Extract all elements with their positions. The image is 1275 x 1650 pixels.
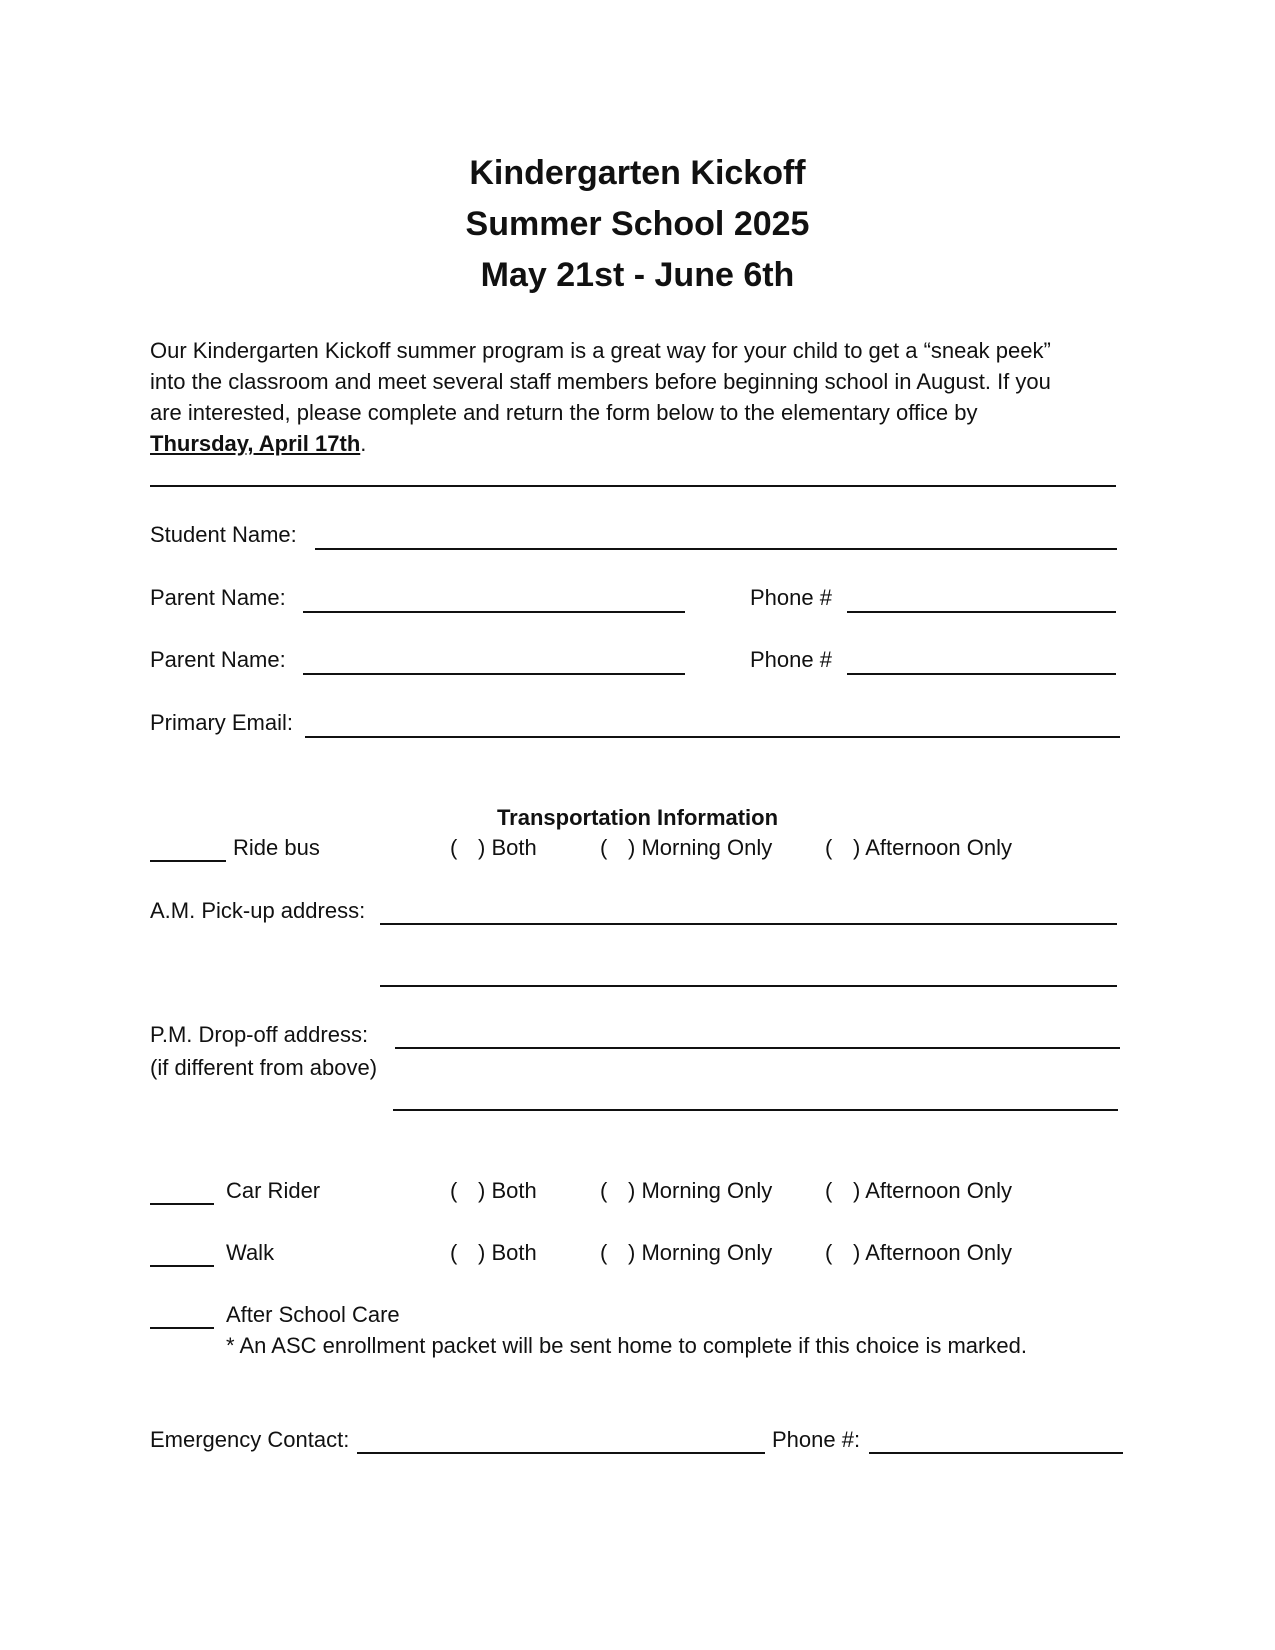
ride-bus-afternoon-option[interactable]: ) Afternoon Only [853,835,1012,860]
car-rider-afternoon-option[interactable]: ) Afternoon Only [853,1178,1012,1203]
phone-field-2[interactable] [847,673,1116,675]
separator-rule [150,485,1116,487]
emergency-contact-label: Emergency Contact: [150,1427,350,1452]
after-school-note: * An ASC enrollment packet will be sent home to complete if this choice is marked. [226,1333,1027,1358]
pm-dropoff-field-2[interactable] [393,1109,1118,1111]
walk-afternoon-open[interactable]: ( [825,1240,833,1265]
primary-email-label: Primary Email: [150,710,294,735]
intro-line-4 [150,428,1110,459]
deadline-date: Thursday, April 17th [150,431,361,456]
parent-name-label-1: Parent Name: [150,585,286,610]
walk-morning-open[interactable]: ( [600,1240,608,1265]
intro-paragraph [150,335,1110,459]
walk-both-option[interactable]: ) Both [478,1240,537,1265]
title-line-1: Kindergarten Kickoff [469,154,806,192]
phone-label-1: Phone # [750,585,832,610]
car-rider-both-option[interactable]: ) Both [478,1178,537,1203]
car-rider-blank[interactable] [150,1203,214,1205]
student-name-field[interactable] [315,548,1117,550]
emergency-phone-label: Phone #: [772,1427,861,1452]
phone-field-1[interactable] [847,611,1116,613]
walk-both-open[interactable]: ( [450,1240,458,1265]
car-rider-both-open[interactable]: ( [450,1178,458,1203]
emergency-phone-field[interactable] [869,1452,1123,1454]
ride-bus-afternoon-open[interactable]: ( [825,835,833,860]
ride-bus-label: Ride bus [233,835,320,860]
pm-dropoff-field-1[interactable] [395,1047,1120,1049]
parent-name-label-2: Parent Name: [150,647,286,672]
title-line-3: May 21st - June 6th [480,256,795,294]
car-rider-label: Car Rider [226,1178,321,1203]
intro-line-3: are interested, please complete and return the form below to the elementary office by [150,400,978,425]
parent-name-field-1[interactable] [303,611,685,613]
primary-email-field[interactable] [305,736,1120,738]
am-pickup-label: A.M. Pick-up address: [150,898,366,923]
student-name-label: Student Name: [150,522,297,547]
am-pickup-field-2[interactable] [380,985,1117,987]
ride-bus-blank[interactable] [150,860,226,862]
intro-line-2: into the classroom and meet several staff members before beginning school in August. If you [150,369,1051,394]
phone-label-2: Phone # [750,647,832,672]
emergency-contact-field[interactable] [357,1452,765,1454]
am-pickup-field-1[interactable] [380,923,1117,925]
walk-label: Walk [226,1240,275,1265]
pm-dropoff-label: P.M. Drop-off address: [150,1022,369,1047]
after-school-label: After School Care [226,1302,400,1327]
ride-bus-morning-option[interactable]: ) Morning Only [628,835,773,860]
parent-name-field-2[interactable] [303,673,685,675]
car-rider-morning-option[interactable]: ) Morning Only [628,1178,773,1203]
ride-bus-both-option[interactable]: ) Both [478,835,537,860]
pm-dropoff-note: (if different from above) [150,1055,378,1080]
walk-afternoon-option[interactable]: ) Afternoon Only [853,1240,1012,1265]
car-rider-morning-open[interactable]: ( [600,1178,608,1203]
ride-bus-both-open[interactable]: ( [450,835,458,860]
walk-blank[interactable] [150,1265,214,1267]
ride-bus-morning-open[interactable]: ( [600,835,608,860]
title-line-2: Summer School 2025 [465,205,810,243]
after-school-blank[interactable] [150,1327,214,1329]
intro-line-1: Our Kindergarten Kickoff summer program is a great way for your child to get a “sneak peek” [150,338,1051,363]
deadline-suffix: . [360,431,367,456]
car-rider-afternoon-open[interactable]: ( [825,1178,833,1203]
walk-morning-option[interactable]: ) Morning Only [628,1240,773,1265]
transportation-heading: Transportation Information [496,805,779,830]
